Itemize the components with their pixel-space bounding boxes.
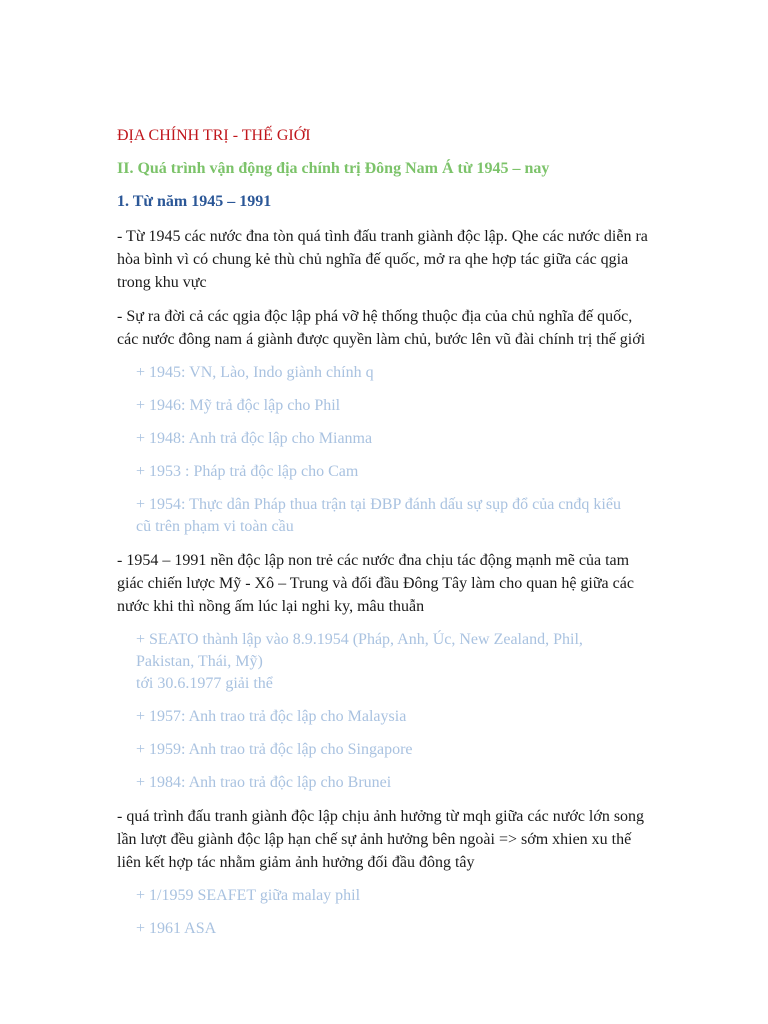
paragraph-line: trong khu vực — [117, 274, 207, 291]
list-item-line: Pakistan, Thái, Mỹ) — [136, 653, 263, 670]
paragraph-line: liên kết hợp tác nhằm giảm ảnh hưởng đối đầu đông tây — [117, 854, 475, 871]
paragraph-line: nước khi thì nồng ấm lúc lại nghi ky, mâu thuẫn — [117, 598, 425, 615]
paragraph-line: giác chiến lược Mỹ - Xô – Trung và đối đầu Đông Tây làm cho quan hệ giữa các — [117, 575, 634, 592]
document-body — [117, 126, 677, 951]
list-item-line: tới 30.6.1977 giải thể — [136, 675, 273, 692]
paragraph-line: hòa bình vì có chung kẻ thù chủ nghĩa đế quốc, mở ra qhe hợp tác giữa các qgia — [117, 251, 629, 268]
list-item-line: + 1946: Mỹ trả độc lập cho Phil — [136, 397, 341, 414]
list-item — [136, 395, 677, 417]
list-item — [136, 706, 677, 728]
list-item-line: + 1/1959 SEAFET giữa malay phil — [136, 887, 361, 904]
document-title: ĐỊA CHÍNH TRỊ - THẾ GIỚI — [117, 127, 311, 144]
list-item — [136, 428, 677, 450]
list-item — [136, 772, 677, 794]
list-item-line: cũ trên phạm vi toàn cầu — [136, 518, 294, 535]
paragraph-line: - quá trình đấu tranh giành độc lập chịu ảnh hưởng từ mqh giữa các nước lớn song — [117, 808, 645, 825]
paragraph-3 — [117, 549, 677, 618]
paragraph-line: các nước đông nam á giành được quyền làm chủ, bước lên vũ đài chính trị thế giới — [117, 331, 646, 348]
paragraph-4 — [117, 805, 677, 874]
list-item — [136, 494, 677, 538]
paragraph-line: - Từ 1945 các nước đna tòn quá tình đấu tranh giành độc lập. Qhe các nước diễn ra — [117, 228, 648, 245]
list-item-line: + 1959: Anh trao trả độc lập cho Singapore — [136, 741, 413, 758]
list-item-line: + 1961 ASA — [136, 920, 217, 937]
subsection-heading: 1. Từ năm 1945 – 1991 — [117, 193, 272, 210]
list-item-line: + 1953 : Pháp trả độc lập cho Cam — [136, 463, 359, 480]
list-item-line: + 1957: Anh trao trả độc lập cho Malaysia — [136, 708, 407, 725]
paragraph-1 — [117, 225, 677, 294]
list-item — [136, 362, 677, 384]
list-item — [136, 739, 677, 761]
list-item-line: + 1984: Anh trao trả độc lập cho Brunei — [136, 774, 392, 791]
paragraph-line: lần lượt đều giành độc lập hạn chế sự ảnh hưởng bên ngoài => sớm xhien xu thế — [117, 831, 632, 848]
paragraph-line: - 1954 – 1991 nền độc lập non trẻ các nước đna chịu tác động mạnh mẽ của tam — [117, 552, 630, 569]
section-heading: II. Quá trình vận động địa chính trị Đông Nam Á từ 1945 – nay — [117, 160, 550, 177]
list-item — [136, 461, 677, 483]
list-item-line: + 1948: Anh trả độc lập cho Mianma — [136, 430, 373, 447]
list-item-line: + 1954: Thực dân Pháp thua trận tại ĐBP đánh dấu sự sụp đổ của cnđq kiểu — [136, 496, 621, 513]
paragraph-2 — [117, 305, 677, 351]
list-item-line: + SEATO thành lập vào 8.9.1954 (Pháp, Anh, Úc, New Zealand, Phil, — [136, 631, 583, 648]
list-item — [136, 918, 677, 940]
list-item — [136, 629, 677, 695]
list-item-line: + 1945: VN, Lào, Indo giành chính q — [136, 364, 374, 381]
paragraph-line: - Sự ra đời cả các qgia độc lập phá vỡ hệ thống thuộc địa của chủ nghĩa đế quốc, — [117, 308, 633, 325]
list-item — [136, 885, 677, 907]
